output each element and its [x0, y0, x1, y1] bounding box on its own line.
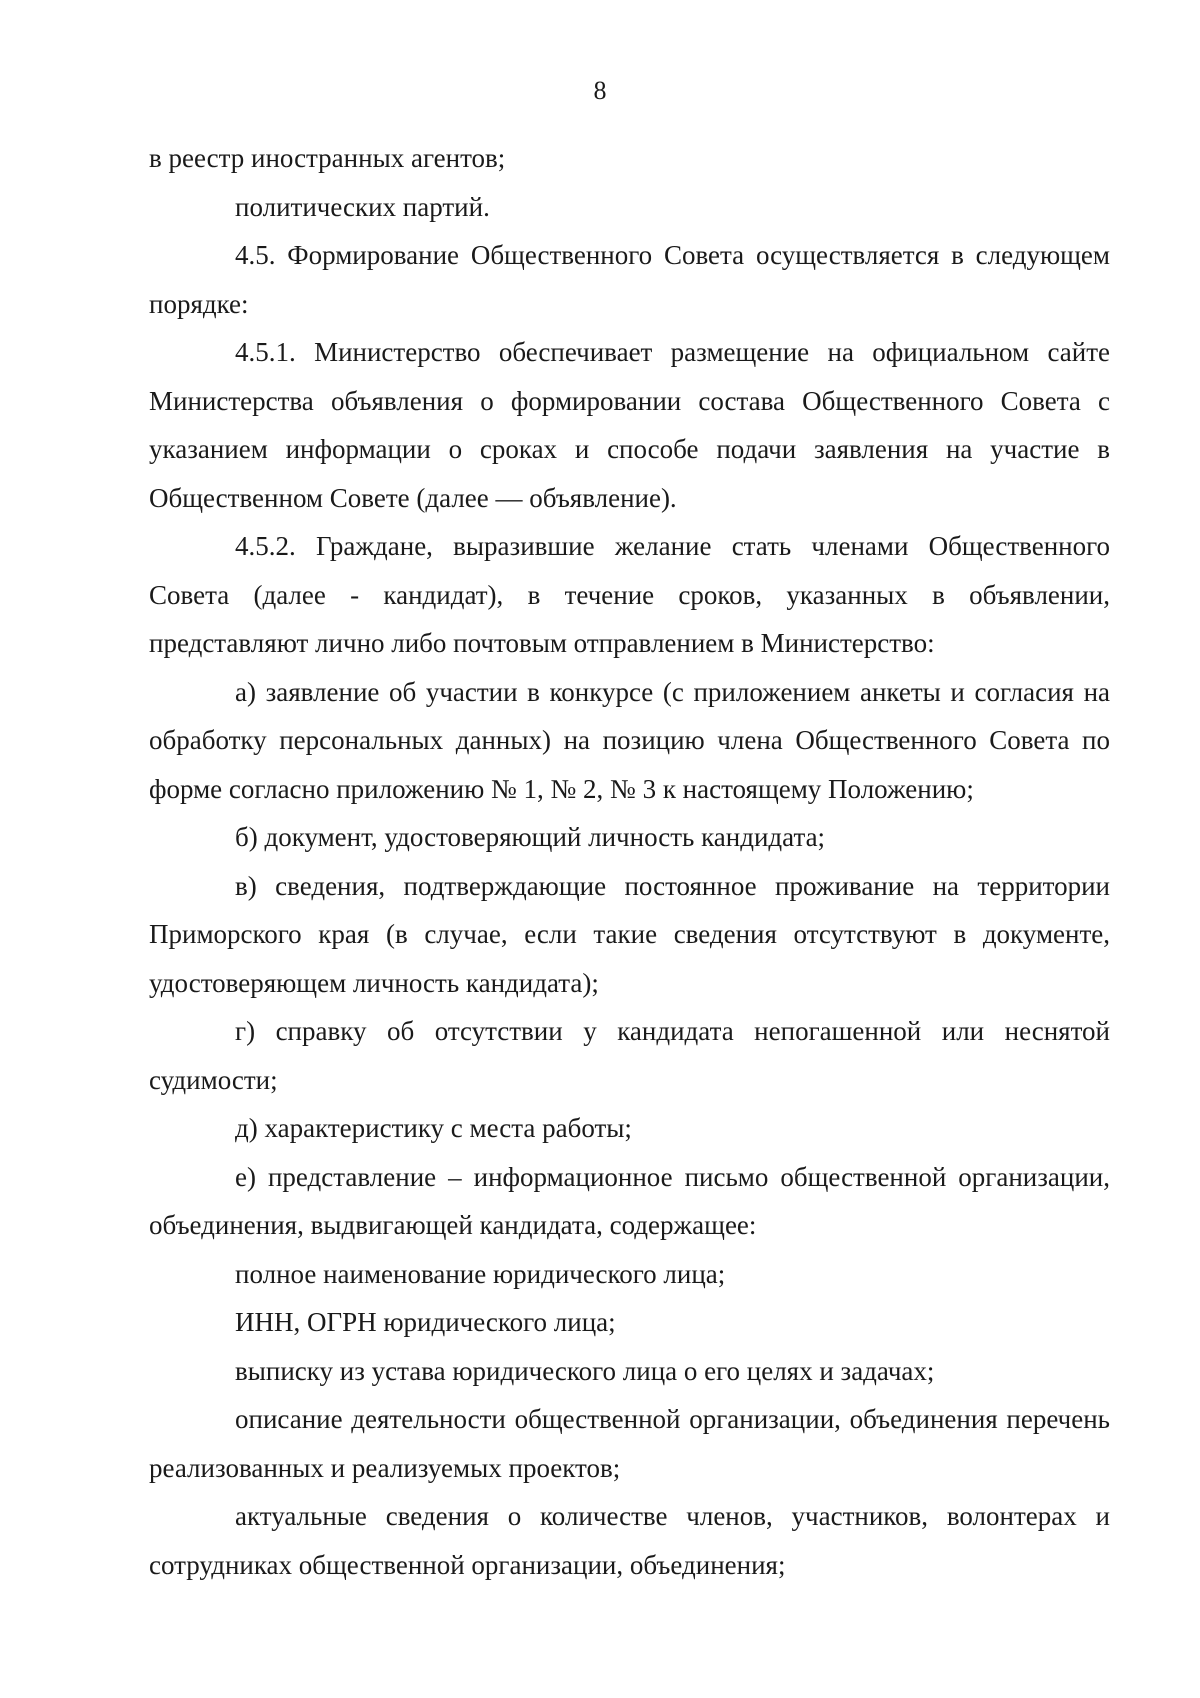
paragraph-charter-extract: выписку из устава юридического лица о его целях и задачах; — [235, 1355, 935, 1386]
paragraph-legal-name: полное наименование юридического лица; — [235, 1258, 726, 1289]
paragraph-item-a: а) заявление об участии в конкурсе (с приложением анкеты и согласия на обработку персональных данных) на позицию члена Общественного Совета по форме согласно приложению № 1, № 2, № 3 к настоящему Положению; — [149, 676, 1110, 804]
paragraph-member-counts: актуальные сведения о количестве членов, участников, волонтерах и сотрудниках общественной организации, объединения; — [149, 1501, 1110, 1580]
paragraph-political-parties: политических партий. — [235, 191, 490, 222]
document-body — [149, 134, 1110, 1589]
paragraph-activity-description: описание деятельности общественной организации, объединения перечень реализованных и реализуемых проектов; — [149, 1404, 1110, 1483]
paragraph-4-5-2: 4.5.2. Граждане, выразившие желание стать членами Общественного Совета (далее - кандидат), в течение сроков, указанных в объявлении, представляют лично либо почтовым отправлением в Министерство: — [149, 531, 1110, 658]
paragraph-inn-ogrn: ИНН, ОГРН юридического лица; — [235, 1307, 616, 1337]
paragraph-item-b: б) документ, удостоверяющий личность кандидата; — [235, 822, 826, 852]
paragraph-foreign-agents: в реестр иностранных агентов; — [149, 143, 506, 173]
paragraph-item-g: г) справку об отсутствии у кандидата непогашенной или неснятой судимости; — [149, 1016, 1110, 1095]
paragraph-item-d: д) характеристику с места работы; — [235, 1113, 632, 1143]
paragraph-4-5-1: 4.5.1. Министерство обеспечивает размещение на официальном сайте Министерства объявления о формировании состава Общественного Совета с указанием информации о сроках и способе подачи заявления на участие в Общественном Совете (далее — объявление). — [149, 337, 1110, 513]
page-number: 8 — [593, 76, 607, 105]
paragraph-4-5: 4.5. Формирование Общественного Совета осуществляется в следующем порядке: — [149, 240, 1110, 319]
paragraph-item-e: е) представление – информационное письмо общественной организации, объединения, выдвигающей кандидата, содержащее: — [149, 1161, 1110, 1240]
paragraph-item-v: в) сведения, подтверждающие постоянное проживание на территории Приморского края (в случае, если такие сведения отсутствуют в документе, удостоверяющем личность кандидата); — [149, 870, 1110, 998]
